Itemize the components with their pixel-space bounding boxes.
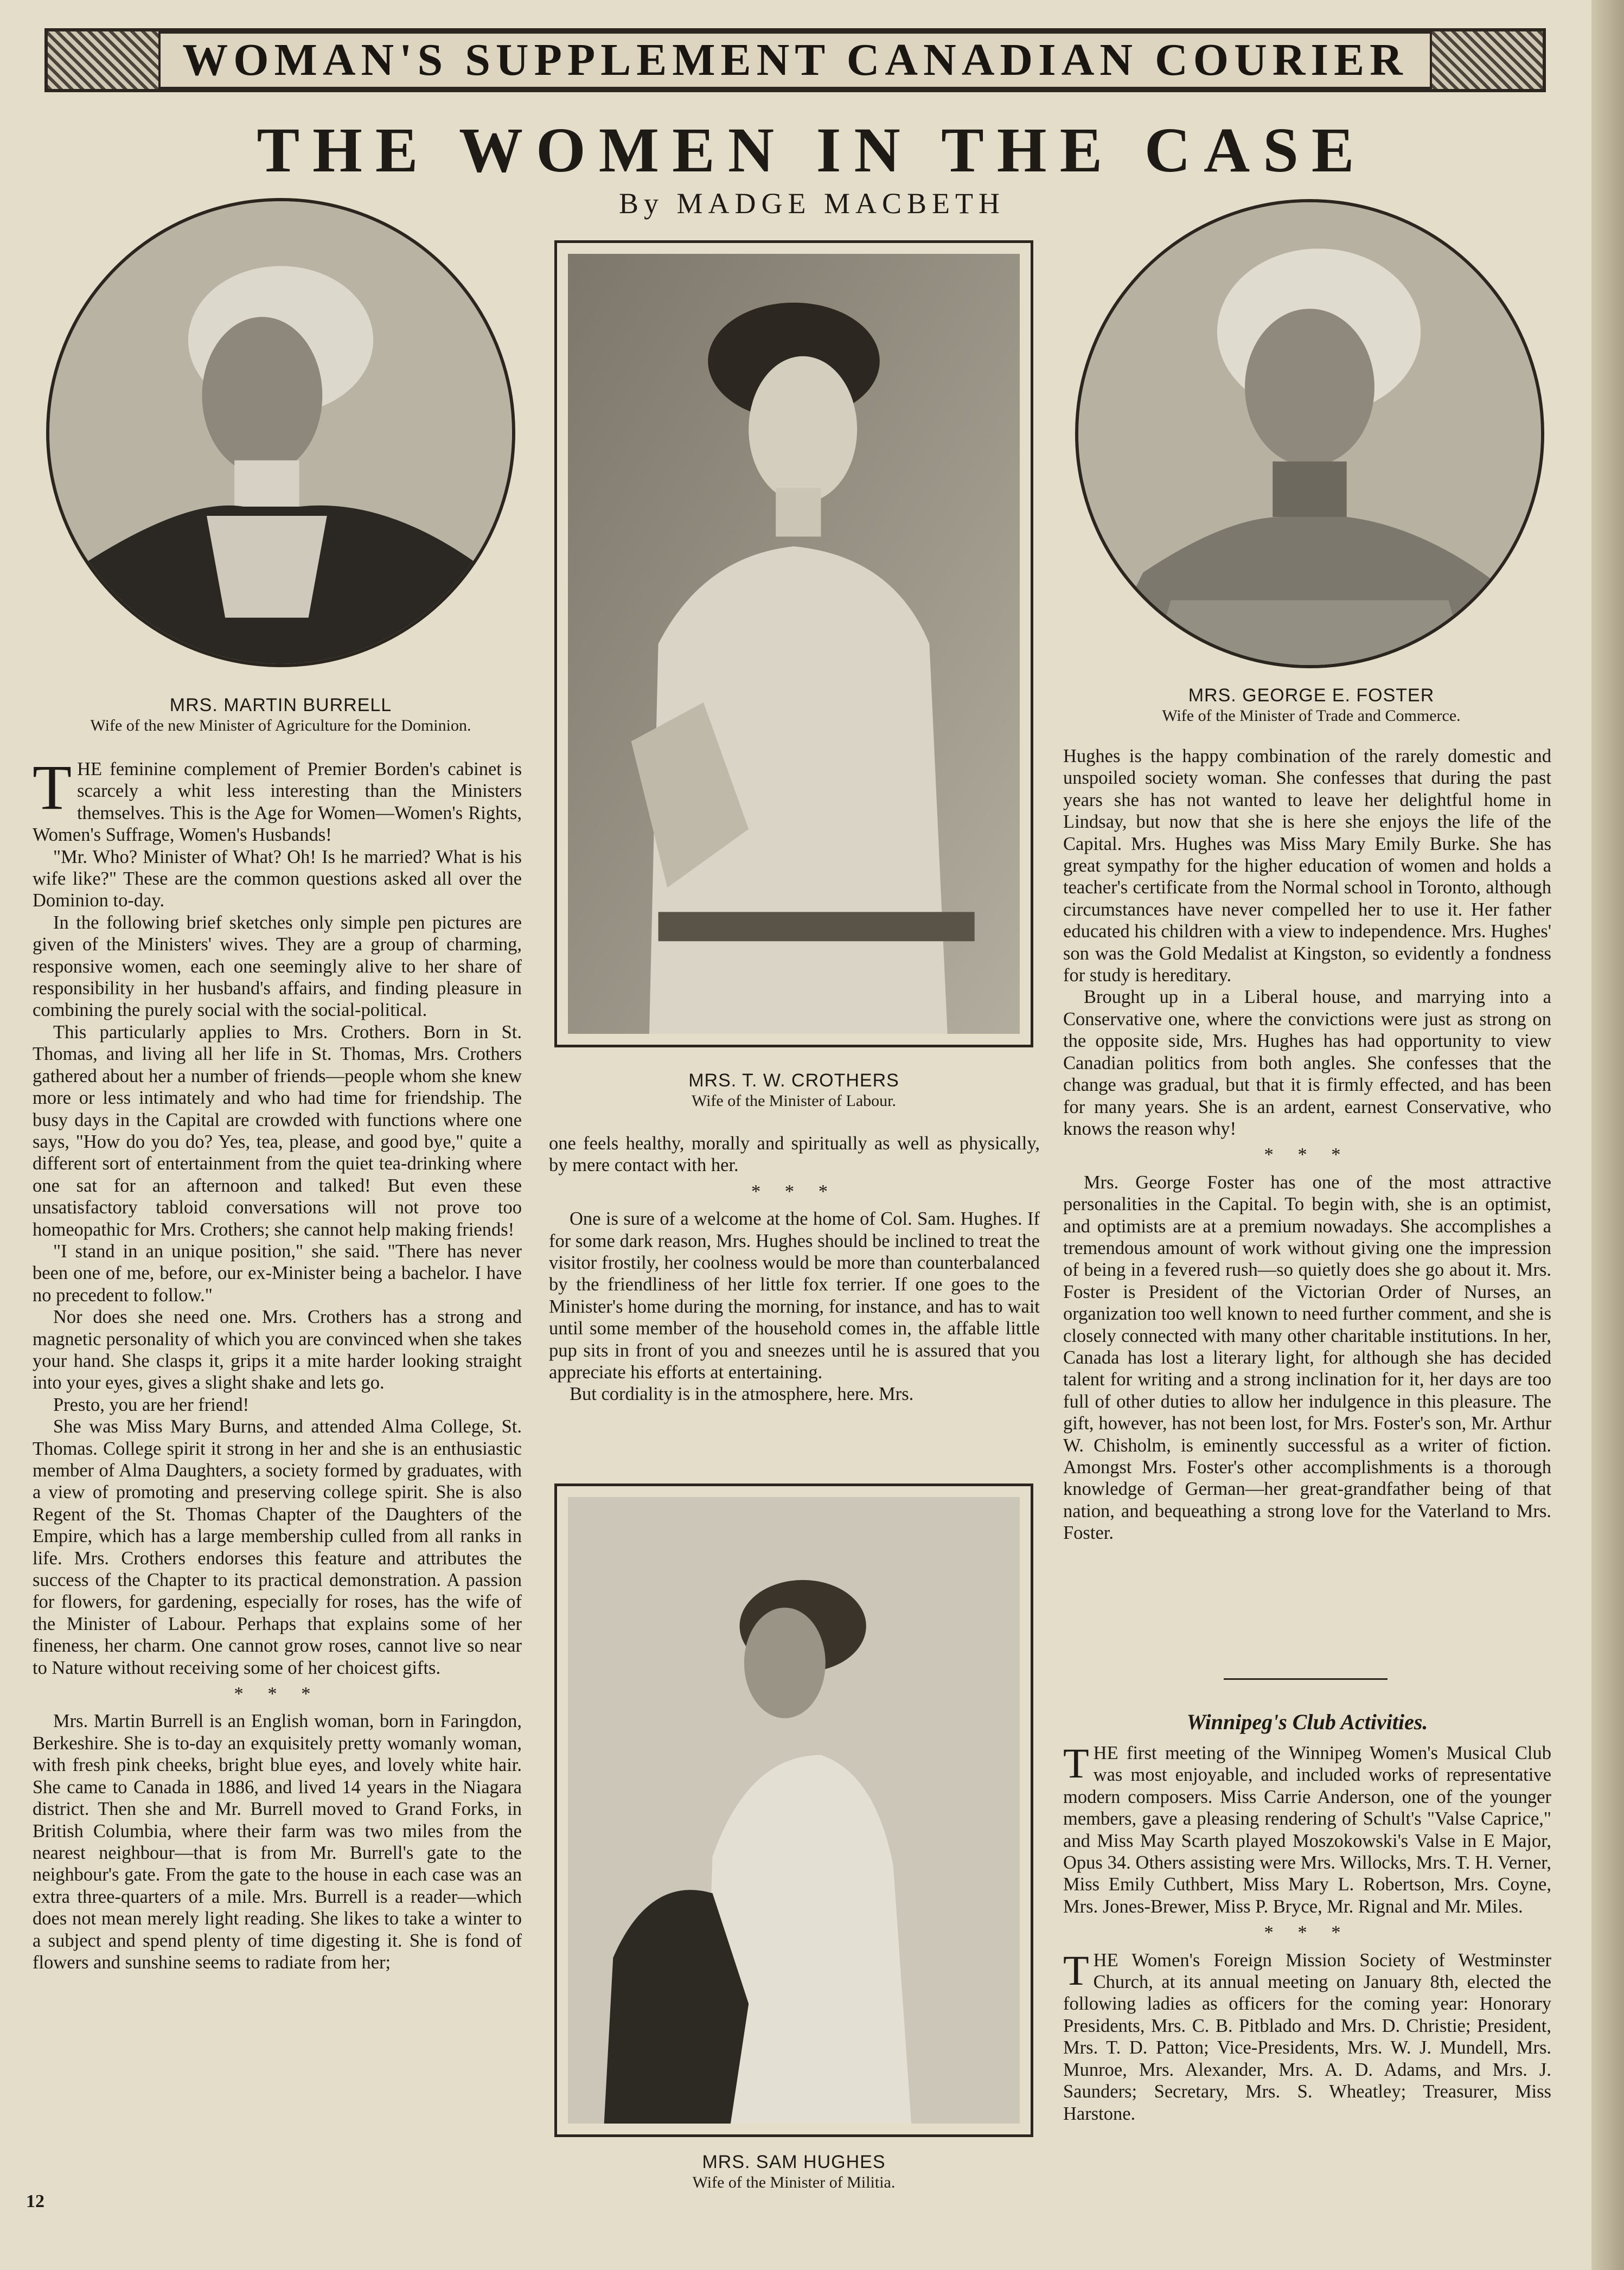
paragraph: This particularly applies to Mrs. Crothers. Born in St. Thomas, and living all her life in St. Thomas, Mrs. Crothers gathered about her a number of friends—people whom she knew more or less intimately and who had time for friendship. The busy days in the Capital are crowded with functions where one says, "How do you do? Yes, tea, please, and good bye," quite a different sort of entertainment from the quiet tea-drinking where one sat for an afternoon and talked! But even these unsatisfactory tabloid conversations will not prove too homeopathic for Mrs. Crothers; she cannot help making friends! — [33, 1021, 522, 1240]
paragraph: THE Women's Foreign Mission Society of Westminster Church, at its annual meeting on January 8th, elected the following ladies as officers for the coming year: Honorary Presidents, Mrs. C. B. Pitblado and Mrs. D. Christie; President, Mrs. T. D. Patton; Vice-Presidents, Mrs. W. J. Mundell, Mrs. Munroe, Mrs. Alexander, Mrs. A. D. Adams, and Mrs. J. Saunders; Secretary, Mrs. S. Wheatley; Treasurer, Miss Harstone. — [1063, 1946, 1551, 2124]
paragraph: Mrs. George Foster has one of the most attractive personalities in the Capital. To begin with, she is an optimist, and optimists are at a premium nowadays. She accomplishes a tremendous amount of work without giving one the impression of being in a fevered rush—so quietly does she go about it. Mrs. Foster is President of the Victorian Order of Nurses, an organization too well known to need further comment, and she is closely connected with many other charitable institutions. In her, Canada has lost a literary light, for although she has decided talent for writing and a strong inclination for it, her days are too full of other duties to allow her indulgence in this pleasure. The gift, however, has not been lost, for Mrs. Foster's son, Mr. Arthur W. Chisholm, is eminently successful as a writer of fiction. Amongst Mrs. Foster's other accomplishments is a thorough knowledge of German—her great-grandfather being of that nation, and bequeathing a strong love for the Vaterland to Mrs. Foster. — [1063, 1172, 1551, 1544]
article-title: THE WOMEN IN THE CASE — [257, 114, 1367, 186]
paragraph: Brought up in a Liberal house, and marrying into a Conservative one, where the convictions were just as strong on the opposite side, Mrs. Hughes has had opportunity to view Canadian politics from both angles. She confesses that the change was gradual, but that it is firmly effected, and has been for many years. She is an ardent, earnest Conservative, who knows the reason why! — [1063, 987, 1551, 1139]
paragraph: Mrs. Martin Burrell is an English woman, born in Faringdon, Berkeshire. She is to-day an exquisitely pretty womanly woman, with fresh pink cheeks, bright blue eyes, and lovely white hair. She came to Canada in 1886, and lived 14 years in the Niagara district. Then she and Mr. Burrell moved to Grand Forks, in British Columbia, where their farm was two miles from the nearest neighbour—that is from Mr. Burrell's gate to the neighbour's gate. From the gate to the house in each case was an extra three-quarters of a mile. Mrs. Burrell is a reader—which does not mean merely light reading. She likes to take a winter to a subject and spend plenty of time digesting it. She is fond of flowers and sunshine seems to radiate from her; — [33, 1711, 522, 1973]
column-3 — [1063, 745, 1551, 1544]
column-1 — [33, 752, 522, 1973]
section-rule — [1224, 1678, 1388, 1680]
paragraph: one feels healthy, morally and spiritually as well as physically, by mere contact with her. — [549, 1133, 1040, 1176]
caption-name-crothers: MRS. T. W. CROTHERS — [688, 1070, 899, 1091]
banner-text: WOMAN'S SUPPLEMENT CANADIAN COURIER — [158, 31, 1432, 89]
portrait-burrell — [46, 198, 515, 667]
article-byline: By MADGE MACBETH — [618, 187, 1006, 220]
winnipeg-column — [1063, 1742, 1551, 2125]
section-divider: * * * — [1264, 1144, 1351, 1166]
caption-desc-foster: Wife of the Minister of Trade and Commerce. — [1162, 707, 1461, 725]
drop-cap: T — [1063, 1740, 1089, 1787]
caption-desc-burrell: Wife of the new Minister of Agriculture for the Dominion. — [90, 717, 471, 734]
paragraph: She was Miss Mary Burns, and attended Alma College, St. Thomas. College spirit it strong in her and she is an enthusiastic member of Alma Daughters, a society formed by graduates, with a view of promoting and preserving college spirit. She is also Regent of the St. Thomas Chapter of the Daughters of the Empire, which has a large membership culled from all ranks in life. Mrs. Crothers endorses this feature and attributes the success of the Chapter to its practical demonstration. A passion for flowers, for gardening, especially for roses, has the wife of the Minister of Labour. Perhaps that explains some of her fineness, her charm. One cannot grow roses, cannot live so near to Nature without receiving some of her choicest gifts. — [33, 1416, 522, 1678]
caption-name-burrell: MRS. MARTIN BURRELL — [169, 695, 392, 715]
caption-name-hughes: MRS. SAM HUGHES — [702, 2152, 886, 2172]
portrait-hughes — [554, 1484, 1033, 2137]
paragraph: One is sure of a welcome at the home of Col. Sam. Hughes. If for some dark reason, Mrs. Hughes should be inclined to treat the visitor frostily, her coolness would be more than counterbalanced by the friendliness of her little fox terrier. If one goes to the Minister's home during the morning, for instance, and has to wait until some member of the household comes in, the affable little pup sits in front of you and sneezes until he is assured that you appreciate his efforts at entertaining. — [549, 1208, 1040, 1383]
paragraph: Hughes is the happy combination of the rarely domestic and unspoiled society woman. She confesses that during the past years she has not wanted to leave her delightful home in Lindsay, but now that she is here she enjoys the life of the Capital. Mrs. Hughes was Miss Mary Emily Burke. She has great sympathy for the higher education of women and holds a teacher's certificate from the Normal school in Toronto, although circumstances have never compelled her to use it. Her father educated his children with a view to independence. Mrs. Hughes' son was the Gold Medalist at Kingston, so evidently a fondness for study is hereditary. — [1063, 746, 1551, 986]
paragraph: "I stand in an unique position," she said. "There has never been one of me, before, our ex-Minister being a bachelor. I have no precedent to follow." — [33, 1240, 522, 1306]
paragraph: But cordiality is in the atmosphere, here. Mrs. — [570, 1384, 914, 1405]
page-number: 12 — [26, 2191, 44, 2211]
drop-cap: T — [1063, 1946, 1089, 1994]
section-divider: * * * — [1264, 1922, 1351, 1943]
paragraph: Nor does she need one. Mrs. Crothers has a strong and magnetic personality of which you are convinced when she takes your hand. She clasps it, grips it a mite harder looking straight into your eyes, gives a slight shake and lets go. — [33, 1307, 522, 1393]
caption-desc-crothers: Wife of the Minister of Labour. — [691, 1092, 897, 1110]
paragraph: THE first meeting of the Winnipeg Women's Musical Club was most enjoyable, and included works of representative modern composers. Miss Carrie Anderson, one of the younger members, gave a pleasing rendering of Schult's "Valse Caprice," and Miss May Scarth played Moszokowski's Valse in E Major, Opus 34. Others assisting were Mrs. Willocks, Mrs. T. H. Verner, Miss Emily Cuthbert, Miss Mary L. Robertson, Mrs. Coyne, Mrs. Jones-Brewer, Miss P. Bryce, Mr. Rignal and Mr. Miles. — [1063, 1740, 1551, 1917]
caption-name-foster: MRS. GEORGE E. FOSTER — [1188, 685, 1435, 706]
section-divider: * * * — [234, 1684, 321, 1705]
portrait-crothers — [554, 240, 1033, 1047]
supplement-banner — [44, 28, 1546, 92]
portrait-foster — [1075, 199, 1544, 668]
paragraph: Presto, you are her friend! — [53, 1394, 250, 1415]
column-2 — [549, 1133, 1040, 1405]
drop-cap: T — [33, 752, 72, 823]
paragraph: In the following brief sketches only simple pen pictures are given of the Ministers' wives. They are a group of charming, responsive women, each one seemingly alive to her share of responsibility in her husband's affairs, and finding pleasure in combining the purely social with the social-political. — [33, 912, 522, 1021]
winnipeg-heading: Winnipeg's Club Activities. — [1186, 1710, 1428, 1734]
section-divider: * * * — [751, 1181, 837, 1202]
caption-desc-hughes: Wife of the Minister of Militia. — [692, 2173, 896, 2191]
binding-gutter — [1591, 0, 1624, 2270]
paragraph: THE feminine complement of Premier Borden's cabinet is scarcely a whit less interesting than the Ministers themselves. This is the Age for Women—Women's Rights, Women's Suffrage, Women's Husbands! — [33, 752, 522, 846]
paragraph: "Mr. Who? Minister of What? Oh! Is he married? What is his wife like?" These are the common questions asked all over the Dominion to-day. — [33, 846, 522, 911]
